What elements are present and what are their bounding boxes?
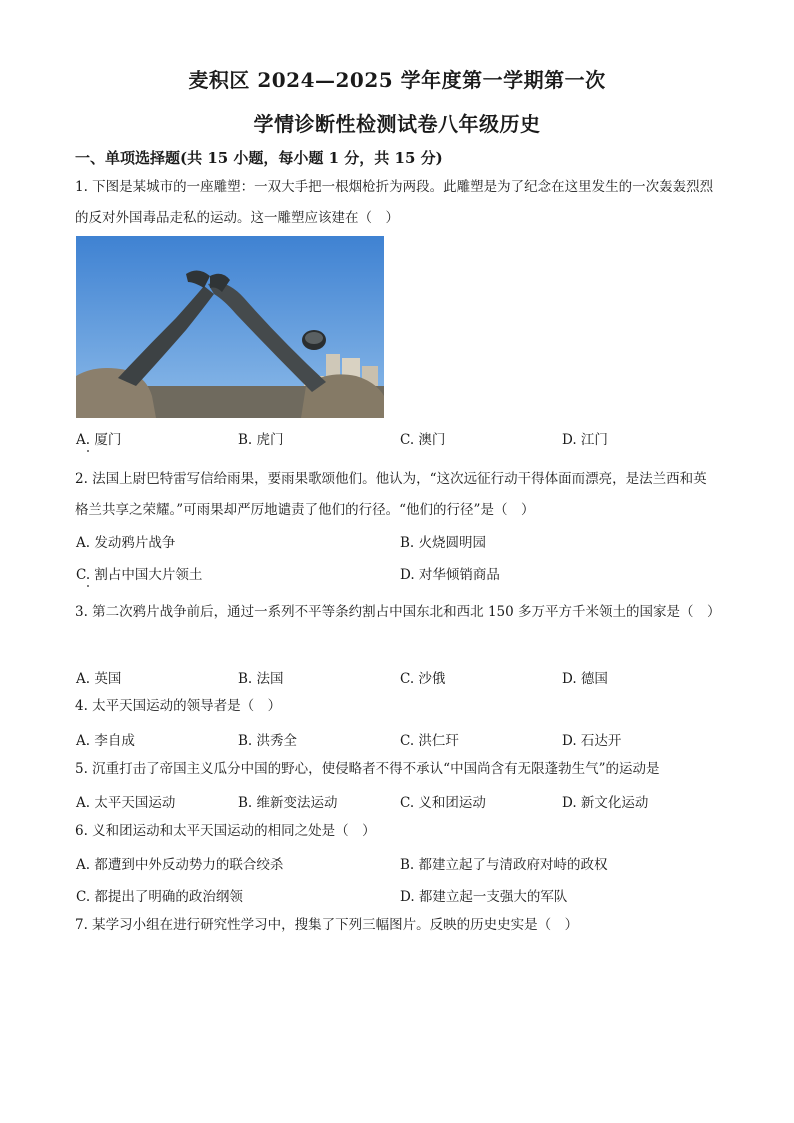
section-heading: 一、单项选择题(共 15 小题，每小题 1 分，共 15 分)	[75, 149, 443, 167]
question-4-option-c: C. 洪仁玕	[400, 733, 459, 749]
question-6-option-d: D. 都建立起一支强大的军队	[400, 889, 568, 905]
question-3-stem: 3. 第二次鸦片战争前后，通过一系列不平等条约割占中国东北和西北 150 多万平方千米领土的国家是（ ）	[75, 604, 721, 620]
question-5-stem: 5. 沉重打击了帝国主义瓜分中国的野心，使侵略者不得不承认“中国尚含有无限蓬勃生气”的运动是	[75, 761, 660, 777]
question-4-stem: 4. 太平天国运动的领导者是（ ）	[75, 698, 282, 714]
question-5-option-a: A. 太平天国运动	[76, 795, 176, 811]
question-2-option-c: C. 割占中国大片领土	[76, 567, 203, 583]
question-1-option-b: B. 虎门	[238, 432, 284, 448]
question-6-option-c: C. 都提出了明确的政治纲领	[76, 889, 243, 905]
question-4-option-a: A. 李自成	[76, 733, 135, 749]
question-2-option-a: A. 发动鸦片战争	[76, 535, 176, 551]
question-6-option-b: B. 都建立起了与清政府对峙的政权	[400, 857, 608, 873]
question-6-stem: 6. 义和团运动和太平天国运动的相同之处是（ ）	[75, 823, 376, 839]
question-3-option-a: A. 英国	[76, 671, 122, 687]
question-1-option-d: D. 江门	[562, 432, 608, 448]
question-3-option-b: B. 法国	[238, 671, 284, 687]
decorative-dot	[87, 585, 89, 587]
exam-title-line2: 学情诊断性检测试卷八年级历史	[253, 112, 541, 136]
question-1-stem: 1. 下图是某城市的一座雕塑：一双大手把一根烟枪折为两段。此雕塑是为了纪念在这里发生的一次轰轰烈烈的反对外国毒品走私的运动。这一雕塑应该建在（ ）	[75, 179, 714, 226]
question-5-option-c: C. 义和团运动	[400, 795, 486, 811]
question-3-option-c: C. 沙俄	[400, 671, 446, 687]
question-3-option-d: D. 德国	[562, 671, 608, 687]
question-1-option-c: C. 澳门	[400, 432, 446, 448]
exam-title-line1: 麦积区 2024—2025 学年度第一学期第一次	[188, 68, 606, 92]
question-2-stem: 2. 法国上尉巴特雷写信给雨果，要雨果歌颂他们。他认为，“这次远征行动干得体面而漂亮，是法兰西和英格兰共享之荣耀。”可雨果却严厉地谴责了他们的行径。“他们的行径”是（ ）	[75, 471, 707, 518]
question-5-option-b: B. 维新变法运动	[238, 795, 338, 811]
decorative-dot	[87, 450, 89, 452]
question-6-option-a: A. 都遭到中外反动势力的联合绞杀	[76, 857, 284, 873]
question-7-stem: 7. 某学习小组在进行研究性学习中，搜集了下列三幅图片。反映的历史史实是（ ）	[75, 917, 579, 933]
question-1-option-a: A. 厦门	[76, 432, 122, 448]
question-4-option-b: B. 洪秀全	[238, 733, 298, 749]
question-2-option-d: D. 对华倾销商品	[400, 567, 500, 583]
question-5-option-d: D. 新文化运动	[562, 795, 649, 811]
question-4-option-d: D. 石达开	[562, 733, 622, 749]
question-2-option-b: B. 火烧圆明园	[400, 535, 487, 551]
sculpture-photo	[76, 236, 384, 418]
